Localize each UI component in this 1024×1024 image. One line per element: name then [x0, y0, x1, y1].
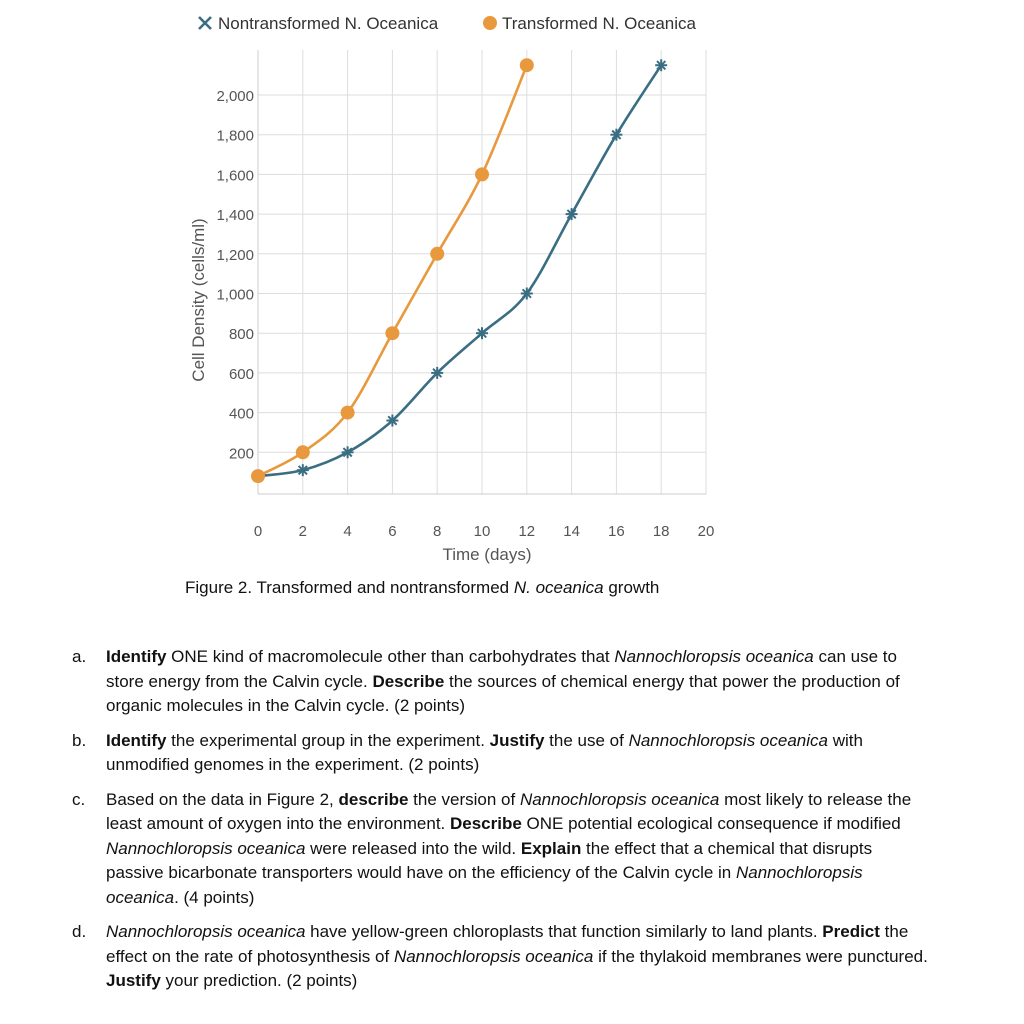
- q-text: the sources of chemical energy that power the production of organic molecules in the Calvin cycle. (2 points): [106, 671, 900, 715]
- q-species: Nannochloropsis oceanica: [106, 863, 863, 907]
- y-tick-label: 1,200: [216, 246, 254, 264]
- transformed-data-point: [251, 469, 265, 483]
- chart-series: [251, 58, 667, 483]
- q-species: Nannochloropsis oceanica: [614, 647, 814, 666]
- nontransformed-data-point: [610, 129, 622, 141]
- q-text: can use to store energy from the Calvin cycle.: [106, 647, 897, 691]
- x-tick-label: 20: [697, 523, 715, 540]
- chart-legend: [199, 14, 697, 33]
- transformed-data-point: [430, 247, 444, 261]
- q-emphasis: describe: [338, 789, 409, 809]
- y-tick-label: 1,600: [216, 167, 254, 185]
- nontransformed-data-point: [566, 208, 578, 220]
- q-text: the experimental group in the experiment.: [166, 730, 490, 750]
- x-tick-label: 8: [433, 523, 442, 540]
- q-emphasis: Justify: [106, 971, 161, 990]
- transformed-data-point: [520, 58, 534, 72]
- q-text: have yellow-green chloroplasts that function similarly to land plants.: [305, 922, 823, 941]
- question-d: [72, 920, 932, 994]
- x-tick-label: 12: [518, 523, 536, 540]
- q-species: Nannochloropsis oceanica: [106, 838, 306, 858]
- q-text: if the thylakoid membranes were punctured.: [593, 946, 928, 966]
- transformed-data-point: [385, 326, 399, 340]
- transformed-data-point: [296, 445, 310, 459]
- q-text: the use of: [544, 730, 629, 750]
- question-letter: d.: [72, 922, 87, 941]
- q-species: Nannochloropsis oceanica: [393, 946, 594, 966]
- q-text: were released into the wild.: [305, 838, 521, 858]
- nontransformed-data-point: [297, 464, 309, 476]
- question-letter: b.: [72, 730, 87, 750]
- y-tick-label: 200: [228, 445, 254, 463]
- q-species: Nannochloropsis oceanica: [519, 789, 720, 809]
- question-letter: c.: [72, 789, 86, 809]
- y-tick-label: 1,400: [216, 207, 254, 225]
- q-emphasis: Describe: [372, 671, 445, 691]
- q-emphasis: Predict: [822, 922, 880, 941]
- nontransformed-data-point: [521, 288, 533, 300]
- nontransformed-data-point: [655, 59, 667, 71]
- q-text: most likely to release the least amount of oxygen into the environment.: [106, 789, 912, 833]
- x-axis-ticks: [254, 523, 715, 540]
- q-emphasis: Identify: [106, 730, 167, 750]
- q-text: ONE kind of macromolecule other than carbohydrates that: [166, 647, 615, 666]
- x-tick-label: 2: [298, 523, 307, 540]
- caption-prefix: Figure 2. Transformed and nontransformed: [185, 578, 514, 597]
- x-tick-label: 16: [608, 523, 625, 540]
- question-a: [72, 645, 932, 719]
- question-c: [72, 788, 932, 911]
- q-species: Nannochloropsis oceanica: [628, 730, 828, 750]
- legend-circle-icon: [483, 16, 497, 30]
- x-tick-label: 0: [253, 523, 263, 540]
- x-tick-label: 14: [563, 523, 580, 540]
- y-tick-label: 1,000: [216, 286, 254, 304]
- x-tick-label: 6: [388, 523, 397, 540]
- question-b: [72, 729, 932, 778]
- caption-species: N. oceanica: [513, 578, 604, 597]
- x-tick-label: 4: [343, 523, 352, 540]
- y-axis-ticks: [216, 88, 254, 462]
- caption-suffix: growth: [603, 578, 660, 597]
- y-tick-label: 400: [228, 405, 254, 423]
- q-text: the effect that a chemical that disrupts passive bicarbonate transporters would have on the efficiency of the Calvin cycle in: [106, 838, 873, 882]
- q-text: ONE potential ecological consequence if modified: [521, 814, 901, 833]
- q-emphasis: Describe: [449, 814, 522, 833]
- transformed-data-point: [475, 167, 489, 181]
- y-tick-label: 600: [228, 365, 254, 383]
- y-tick-label: 1,800: [216, 127, 254, 145]
- chart-grid: [258, 50, 706, 494]
- transformed-data-point: [341, 406, 355, 420]
- x-tick-label: 10: [473, 523, 491, 540]
- q-text: your prediction. (2 points): [160, 971, 358, 990]
- question-list: [72, 645, 932, 1004]
- x-tick-label: 18: [652, 523, 670, 540]
- q-emphasis: Explain: [520, 838, 582, 858]
- q-emphasis: Identify: [106, 647, 167, 666]
- q-text: with unmodified genomes in the experiment. (2 points): [106, 730, 863, 774]
- legend-label-transformed: Transformed N. Oceanica: [502, 14, 696, 33]
- y-axis-label: Cell Density (cells/ml): [189, 218, 208, 382]
- legend-label-nontransformed: Nontransformed N. Oceanica: [218, 14, 439, 33]
- question-letter: a.: [72, 647, 87, 666]
- q-text: Based on the data in Figure 2,: [106, 789, 339, 809]
- legend-cross-icon: [199, 17, 211, 29]
- nontransformed-data-point: [342, 446, 354, 458]
- q-text: the version of: [408, 789, 520, 809]
- y-tick-label: 800: [228, 326, 254, 344]
- nontransformed-series-line: [258, 65, 661, 476]
- q-text: the effect on the rate of photosynthesis of: [106, 922, 909, 966]
- q-emphasis: Justify: [489, 730, 545, 750]
- figure-caption: [185, 578, 659, 598]
- q-species: Nannochloropsis oceanica: [106, 922, 306, 941]
- x-axis-label: Time (days): [442, 545, 532, 564]
- y-tick-label: 2,000: [216, 88, 254, 105]
- q-text: . (4 points): [174, 887, 255, 907]
